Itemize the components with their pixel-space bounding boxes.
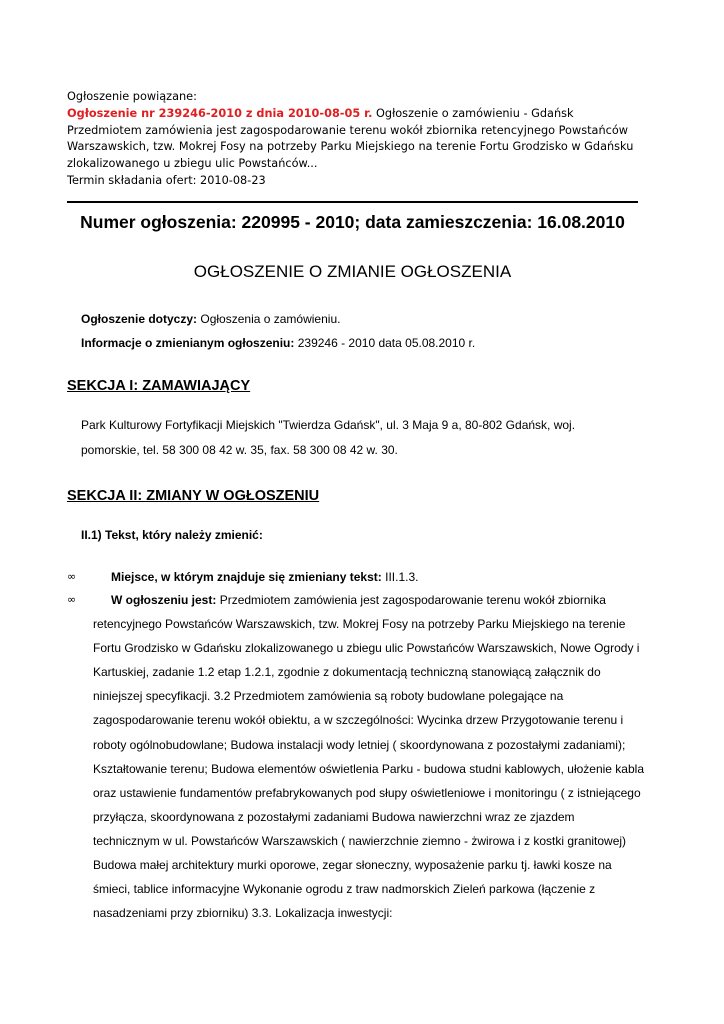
changed-notice-line: [81, 331, 475, 355]
bullet-icon: ∞: [67, 593, 77, 606]
related-deadline: Termin składania ofert: 2010-08-23: [67, 173, 266, 187]
text-to-change-heading: II.1) Tekst, który należy zmienić:: [81, 528, 263, 542]
concerns-value: Ogłoszenia o zamówieniu.: [200, 312, 341, 326]
related-summary: Ogłoszenie o zamówieniu - Gdańsk Przedmiotem zamówienia jest zagospodarowanie terenu wokół zbiornika retencyjnego Powstańców Warszawskich, tzw. Mokrej Fosy na potrzeby Parku Miejskiego na terenie Fortu Grodzisko w Gdańsku zlokalizowanego u zbiegu ulic Powstańców...: [67, 106, 634, 171]
concerns-label: Ogłoszenie dotyczy:: [81, 312, 198, 326]
notice-number-line: Numer ogłoszenia: 220995 - 2010; data zamieszczenia: 16.08.2010: [80, 212, 625, 232]
current-text-label: W ogłoszeniu jest:: [111, 593, 217, 607]
document-title: OGŁOSZENIE O ZMIANIE OGŁOSZENIA: [193, 262, 512, 281]
section-1-heading: SEKCJA I: ZAMAWIAJĄCY: [67, 378, 251, 394]
section-2-heading: SEKCJA II: ZMIANY W OGŁOSZENIU: [67, 488, 320, 504]
changed-notice-label: Informacje o zmienianym ogłoszeniu:: [81, 336, 295, 350]
concerns-line: [81, 307, 475, 331]
related-heading: Ogłoszenie powiązane:: [67, 90, 197, 103]
changed-notice-value: 239246 - 2010 data 05.08.2010 r.: [297, 336, 476, 350]
notice-info: [81, 307, 475, 355]
related-notice-link[interactable]: Ogłoszenie nr 239246-2010 z dnia 2010-08-05 r.: [67, 106, 373, 120]
change-location-value: III.1.3.: [385, 570, 419, 584]
bullet-icon: ∞: [67, 570, 77, 583]
related-notice: [67, 89, 647, 190]
change-location-item: [111, 565, 418, 589]
current-text-value: Przedmiotem zamówienia jest zagospodarowanie terenu wokół zbiornika retencyjnego Powstańców Warszawskich, tzw. Mokrej Fosy na potrzeby Parku Miejskiego na terenie Fortu Grodzisko w Gdańsku zlokalizowanego u zbiegu ulic Powstańców Warszawskich, Nowe Ogrody i Kartuskiej, zadanie 1.2 etap 1.2.1, zgodnie z dokumentacją techniczną stanowiącą załącznik do niniejszej specyfikacji. 3.2 Przedmiotem zamówienia są roboty budowlane polegające na zagospodarowanie terenu wokół obiektu, a w szczególności: Wycinka drzew Przygotowanie terenu i roboty ogólnobudowlane; Budowa instalacji wody letniej ( skoordynowana z pozostałymi zadaniami); Kształtowanie terenu; Budowa elementów oświetlenia Parku - budowa studni kablowych, ułożenie kabla oraz ustawienie fundamentów prefabrykowanych pod słupy oświetleniowe i monitoringu ( z istniejącego przyłącza, skoordynowana z pozostałymi zadaniami Budowa nawierzchni wraz ze zjazdem technicznym w ul. Powstańców Warszawskich ( nawierzchnie ziemno - żwirowa i z kostki granitowej) Budowa małej architektury murki oporowe, zegar słoneczny, wyposażenie parku tj. ławki kosze na śmieci, tablice informacyjne Wykonanie ogrodu z traw nadmorskich Zieleń parkowa (łączenie z nasadzeniami przy zbiorniku) 3.3. Lokalizacja inwestycji:: [93, 593, 644, 921]
change-location-label: Miejsce, w którym znajduje się zmieniany tekst:: [111, 570, 382, 584]
current-text-item: [93, 588, 644, 925]
horizontal-rule: [67, 201, 638, 203]
contracting-authority-address: Park Kulturowy Fortyfikacji Miejskich "Twierdza Gdańsk", ul. 3 Maja 9 a, 80-802 Gdańsk, woj. pomorskie, tel. 58 300 08 42 w. 35, fax. 58 300 08 42 w. 30.: [81, 418, 576, 457]
related-notice-text: [67, 106, 647, 173]
